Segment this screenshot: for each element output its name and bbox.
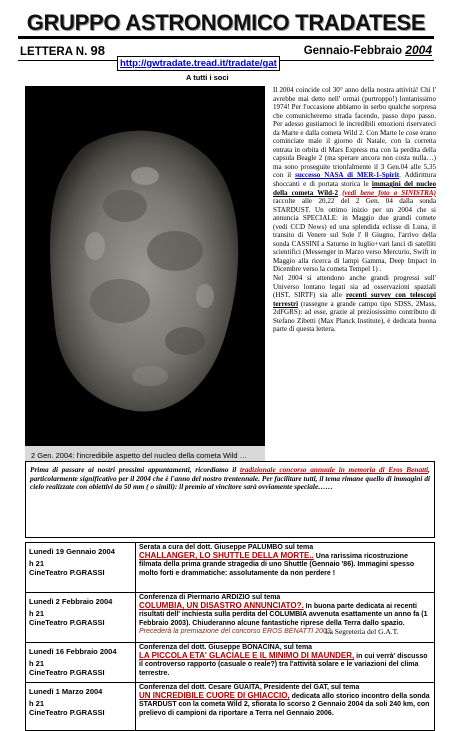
photo-reference: (vedi bene foto a SINISTRA) xyxy=(342,188,436,197)
event-details: In buona parte dedicata ai recenti risultati dell' inchiesta sulla perdita del COLUMBIA avvenuta esattamente un anno fa (1 Febbraio 2003). Chiuderanno alcune fantastiche riprese della Terra dallo spazio. xyxy=(139,603,428,627)
event-when xyxy=(26,593,136,643)
event-speaker: Serata a cura del dott. Giuseppe PALUMBO sul tema xyxy=(139,544,314,551)
event-time: h 21 xyxy=(29,609,45,618)
contest-name: tradizionale concorso annuale in memoria di Eros Benatti xyxy=(240,465,429,474)
event-venue: CineTeatro P.GRASSI xyxy=(29,568,105,577)
page-title: GRUPPO ASTRONOMICO TRADATESE xyxy=(26,10,426,35)
event-when xyxy=(26,543,136,593)
event-note: Precederà la premiazione del concorso EROS BENATTI 2003. xyxy=(139,627,333,635)
website-link[interactable]: http://gwtradate.tread.it/tradate/gat xyxy=(117,56,280,71)
article-text: . Addirittura shoccanti e di portata storica le xyxy=(273,171,436,189)
events-table xyxy=(25,542,435,731)
event-topic: CHALLANGER, LO SHUTTLE DELLA MORTE.. xyxy=(139,551,314,561)
event-date: Lunedì 2 Febbraio 2004 xyxy=(29,597,113,606)
comet-nucleus-graphic xyxy=(25,86,265,466)
event-date: Lunedì 16 Febbraio 2004 xyxy=(29,647,117,656)
event-date: Lunedì 19 Gennaio 2004 xyxy=(29,547,115,556)
event-venue: CineTeatro P.GRASSI xyxy=(29,708,105,717)
event-speaker: Conferenza del dott. Cesare GUAITA, Presidente del GAT, sul tema xyxy=(139,684,360,691)
event-when xyxy=(26,643,136,683)
event-speaker: Conferenza di Piermario ARDIZIO sul tema xyxy=(139,594,281,601)
event-when xyxy=(26,683,136,731)
event-speaker: Conferenza del dott. Giuseppe BONACINA, sul tema xyxy=(139,644,313,651)
year-label: 2004 xyxy=(405,43,432,57)
article-text: (rassegne a grande campo tipo SDSS, 2Mass, 2dFGRS): ad esse, grazie al preziosissimo contributo di Stefano Zibetti (Max Planck Institute), è dedicata buona parte di questa lettera. xyxy=(273,299,436,334)
header-rule xyxy=(18,36,434,39)
event-time: h 21 xyxy=(29,699,45,708)
contest-notice xyxy=(25,461,435,538)
event-time: h 21 xyxy=(29,659,45,668)
event-venue: CineTeatro P.GRASSI xyxy=(29,618,105,627)
event-row xyxy=(26,683,435,731)
article-highlight: immagini del nucleo della cometa Wild-2 xyxy=(273,180,436,197)
letter-number: 98 xyxy=(90,43,105,58)
event-venue: CineTeatro P.GRASSI xyxy=(29,668,105,677)
notice-text: Prima di passare ai nostri prossimi appuntamenti, ricordiamo il xyxy=(30,465,240,474)
event-description xyxy=(136,643,435,683)
event-time: h 21 xyxy=(29,559,45,568)
comet-nucleus-image xyxy=(25,86,265,466)
signature: La Segreteria del G.A.T. xyxy=(325,627,399,636)
event-date: Lunedì 1 Marzo 2004 xyxy=(29,687,103,696)
issue-period xyxy=(304,43,432,57)
salutation: A tutti i soci xyxy=(186,73,229,82)
event-topic: COLUMBIA, UN DISASTRO ANNUNCIATO?. xyxy=(139,601,304,611)
notice-text: , particolarmente significativo per il 2004 che è l'anno del nostro trentennale. Per facilitare tutti, il tema rimane quello di immagini di cielo realizzate con obiettivi da 50 mm ( o simili): il premio al vincitore sarà ovviamente speciale…… xyxy=(30,465,430,492)
event-row xyxy=(26,643,435,683)
article-text: raccolte alle 20,22 del 2 Gen. 04 dalla sonda STARDUST. Un ottimo inizio per un 2004 che si annuncia SPECIALE: in Maggio due grandi comete (vedi CCD News) ed una splendida eclisse di Luna, il transito di Venere sul Sole l' 8 Giugno, l'arrivo della sonda CASSINI a Saturno in luglio+vari lanci di satelliti scientifici (Messenger in Marzo verso Mercurio, Swift in Maggio alla ricerca di lampi Gamma, Deep Impact in Dicembre verso la cometa Tempel 1) . xyxy=(273,197,436,274)
event-row xyxy=(26,543,435,593)
event-description xyxy=(136,683,435,731)
editorial-article xyxy=(273,86,436,334)
article-text: Il 2004 coincide col 30° anno della nostra attività! Chi l' avrebbe mai detto nell' ormai (purtroppo!) lontanissimo 1974! Per l'occasione abbiamo in serbo qualche sorpresa che comunicheremo strada facendo, passo dopo passo. Per adesso gustiamoci le incredibili emozioni riservateci da Marte e dalla cometa Wild 2. Con Marte le cose erano cominciate male il giorno di Natale, con la corretta entrata in orbita di Mars Express ma con la perdita della capsula Beagle 2 (ma sperare ancora non costa nulla…) ma sono proseguite trionfalmente il 3 Gen.04 alle 5,35 con il xyxy=(273,86,436,180)
article-text: Nel 2004 si attendono anche grandi progressi sull' Universo lontano legati sia ad osservazioni spaziali (HST, SIRTF) sia alle xyxy=(273,274,436,300)
event-details: in cui verrà' discusso il controverso rapporto (casuale o reale?) tra l'attività solare e le variazioni del clima terrestre. xyxy=(139,653,428,677)
event-details: dedicata allo storico incontro della sonda STARDUST con la cometa Wild 2, sfiorata lo scorso 2 Gennaio 2004 da soli 240 km, con prelievo di campioni da riportare a Terra nel Gennaio 2006. xyxy=(139,693,430,717)
image-caption: 2 Gen. 2004: l'incredibile aspetto del nucleo della cometa Wild … xyxy=(25,446,265,466)
event-description xyxy=(136,543,435,593)
spirit-link[interactable]: successo NASA di MER-1-Spirit xyxy=(295,171,400,180)
event-topic: UN INCREDIBILE CUORE DI GHIACCIO, xyxy=(139,691,290,701)
period-label: Gennaio-Febbraio xyxy=(303,45,403,57)
event-details: Una rarissima ricostruzione filmata della prima grande stragedia di uno Shuttle (Gennaio '86). Immagini spesso molto forti e drammatiche: assolutamente da non perdere ! xyxy=(139,553,415,577)
letter-label: LETTERA N. xyxy=(20,46,88,58)
event-topic: LA PICCOLA ETA' GLACIALE E IL MINIMO DI MAUNDER, xyxy=(139,651,355,661)
article-highlight: recenti survey con telescopi terrestri xyxy=(273,291,436,308)
